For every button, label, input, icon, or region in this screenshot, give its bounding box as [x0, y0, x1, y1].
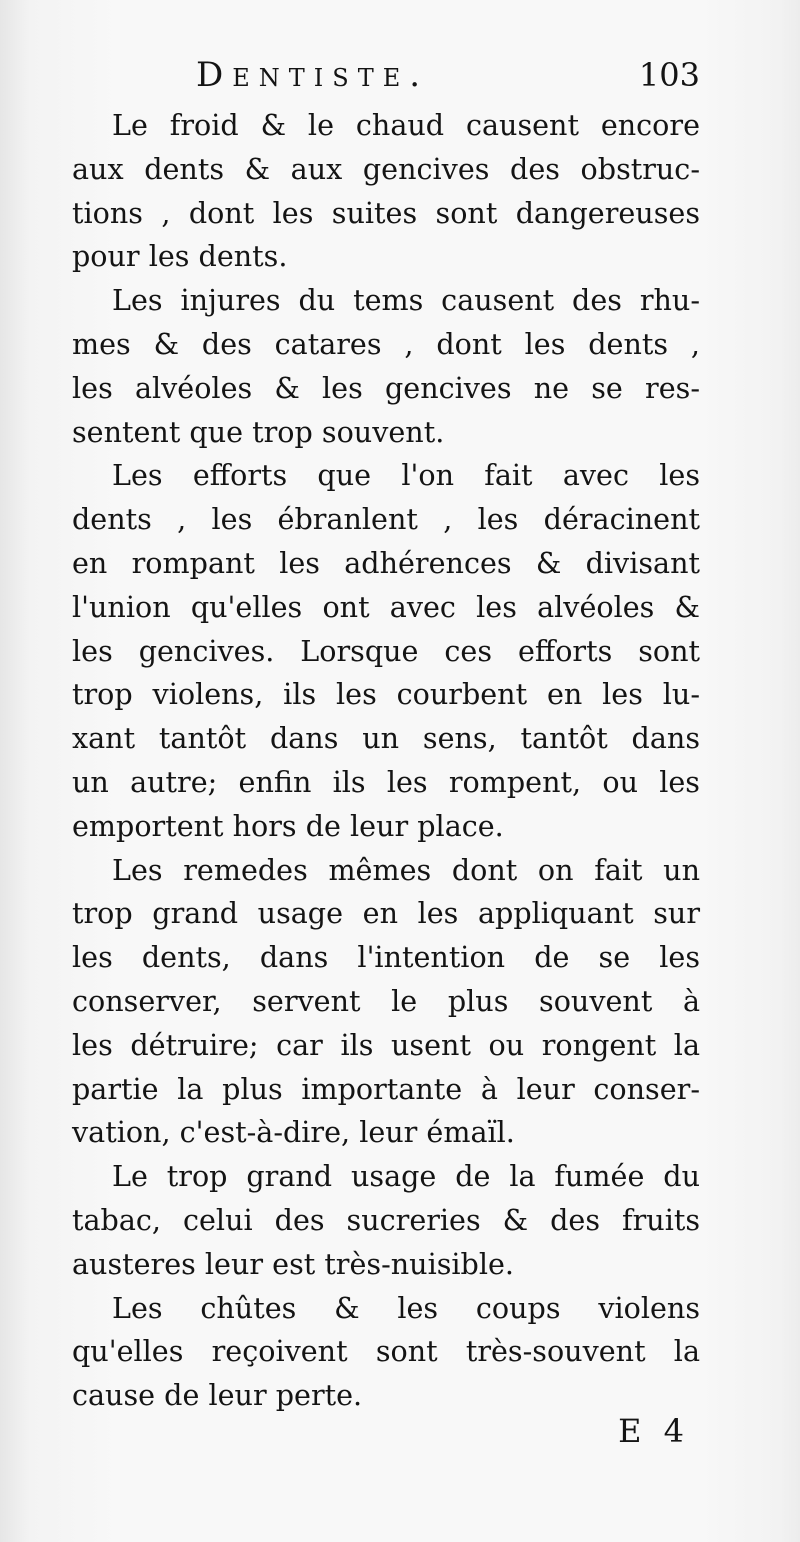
paragraph: [72, 849, 700, 1156]
text-line: un autre; enfin ils les rompent, ou les: [72, 764, 700, 799]
paragraph: [72, 1155, 700, 1286]
text-line: mes & des catares , dont les dents ,: [72, 326, 700, 361]
text-line: tions , dont les suites sont dangereuses: [72, 195, 700, 230]
text-line: austeres leur est très-nuisible.: [72, 1246, 514, 1281]
text-line: Les remedes mêmes dont on fait un: [112, 852, 700, 887]
text-line: vation, c'est-à-dire, leur émaïl.: [72, 1115, 515, 1150]
paragraph: [72, 104, 700, 279]
text-line: Les injures du tems causent des rhu-: [112, 283, 700, 318]
text-line: partie la plus importante à leur conser-: [72, 1071, 700, 1106]
text-line: Les chûtes & les coups violens: [112, 1290, 700, 1325]
text-line: qu'elles reçoivent sont très-souvent la: [72, 1334, 700, 1369]
paragraph: [72, 1287, 700, 1418]
body-text: [72, 104, 700, 1418]
text-line: emportent hors de leur place.: [72, 808, 504, 843]
text-line: les gencives. Lorsque ces efforts sont: [72, 633, 700, 668]
text-line: xant tantôt dans un sens, tantôt dans: [72, 721, 700, 756]
text-line: en rompant les adhérences & divisant: [72, 545, 700, 580]
text-line: Le trop grand usage de la fumée du: [112, 1159, 700, 1194]
text-line: Les efforts que l'on fait avec les: [112, 458, 700, 493]
text-line: trop violens, ils les courbent en les lu-: [72, 677, 700, 712]
text-line: les détruire; car ils usent ou rongent la: [72, 1027, 700, 1062]
text-line: les alvéoles & les gencives ne se res-: [72, 370, 700, 405]
text-line: trop grand usage en les appliquant sur: [72, 896, 700, 931]
page-number: 103: [638, 56, 700, 94]
text-line: sentent que trop souvent.: [72, 414, 445, 449]
page-content: [72, 52, 700, 1418]
paragraph: [72, 454, 700, 848]
text-line: pour les dents.: [72, 239, 288, 274]
running-head: [72, 52, 700, 98]
text-line: les dents, dans l'intention de se les: [72, 940, 700, 975]
signature-mark: E 4: [618, 1412, 690, 1450]
text-line: Le froid & le chaud causent encore: [112, 108, 700, 142]
text-line: aux dents & aux gencives des obstruc-: [72, 151, 700, 186]
text-line: l'union qu'elles ont avec les alvéoles &: [72, 589, 700, 624]
text-line: dents , les ébranlent , les déracinent: [72, 502, 700, 537]
text-line: tabac, celui des sucreries & des fruits: [72, 1202, 700, 1237]
text-line: cause de leur perte.: [72, 1378, 363, 1413]
text-line: conserver, servent le plus souvent à: [72, 983, 700, 1018]
paragraph: [72, 279, 700, 454]
running-title: Dentiste.: [196, 55, 430, 95]
